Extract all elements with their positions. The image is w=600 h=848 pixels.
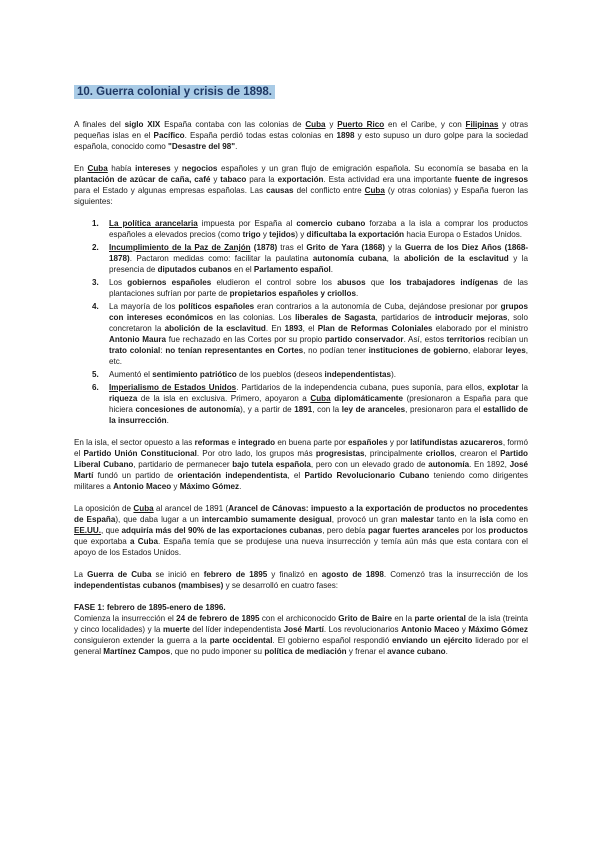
underlined-term: Cuba <box>310 394 331 403</box>
bold-text: causas <box>266 186 294 195</box>
text-run: en buena parte por <box>275 438 349 447</box>
bold-text: sentimiento patriótico <box>152 370 237 379</box>
text-run: y <box>171 482 180 491</box>
bold-text: Antonio Maceo <box>113 482 172 491</box>
bold-text: instituciones de gobierno <box>368 346 469 355</box>
cause-item <box>74 369 528 380</box>
text-run: . <box>330 265 334 274</box>
phase-1-heading: FASE 1: febrero de 1895-enero de 1896. <box>74 603 226 612</box>
bold-text: Máximo Gómez <box>179 482 240 491</box>
bold-text: Martínez Campos <box>103 647 171 656</box>
bold-text: diplomáticamente <box>334 394 404 403</box>
text-run: Comienza la insurrección el <box>74 614 177 623</box>
text-run: y otras pequeñas islas en el <box>74 120 529 140</box>
text-run: . Así, estos <box>403 335 447 344</box>
bold-text: gobiernos españoles <box>127 278 212 287</box>
bold-text: orientación independentista <box>177 471 288 480</box>
text-run: como en <box>492 515 528 524</box>
bold-text: estallido de la insurrección <box>109 405 529 425</box>
bold-text: productos <box>488 526 528 535</box>
bold-text: José Martí <box>74 460 529 480</box>
text-run: eran contrarios a la autonomía de Cuba, dejándose presionar por <box>254 302 501 311</box>
text-run: en el <box>231 265 254 274</box>
bold-text: siglo XIX <box>124 120 161 129</box>
text-run: por los <box>459 526 489 535</box>
paragraph <box>74 503 528 558</box>
text-run: del líder independentista <box>189 625 284 634</box>
causes-list <box>74 218 528 426</box>
bold-text: no tenían representantes en Cortes <box>165 346 304 355</box>
text-run: tras el <box>277 243 307 252</box>
text-run: para el Estado y algunas empresas españolas. Las <box>74 186 267 195</box>
bold-text: "Desastre del 98" <box>168 142 236 151</box>
text-run: recibían un <box>484 335 528 344</box>
text-run: que exportaba <box>74 537 130 546</box>
text-run: e <box>229 438 239 447</box>
text-run: y esto supuso un duro golpe para la sociedad española, conocido como <box>74 131 528 151</box>
paragraph <box>74 437 528 492</box>
bold-text: Plan de Reformas Coloniales <box>317 324 433 333</box>
underlined-term: Incumplimiento de la Paz de Zanjón <box>109 243 251 252</box>
underlined-term: Filipinas <box>465 120 499 129</box>
bold-text: (1878) <box>253 243 278 252</box>
cause-item <box>74 301 528 367</box>
cause-number: 1. <box>92 219 99 228</box>
text-run: A finales del <box>74 120 125 129</box>
text-run: fundó un partido de <box>93 471 178 480</box>
bold-text: comercio cubano <box>296 219 366 228</box>
text-run: y <box>210 175 221 184</box>
bold-text: introducir mejoras <box>435 313 508 322</box>
text-run: . <box>166 416 169 425</box>
text-run: : <box>160 346 166 355</box>
text-run: de los pueblos (deseos <box>236 370 325 379</box>
paragraph <box>74 163 528 207</box>
underlined-term: Cuba <box>133 504 154 513</box>
text-run: y <box>170 164 182 173</box>
cause-item <box>74 218 528 240</box>
bold-text: explotar <box>487 383 519 392</box>
cause-item <box>74 277 528 299</box>
bold-text: Máximo Gómez <box>468 625 528 634</box>
text-run: y por <box>387 438 411 447</box>
document-page <box>74 82 528 668</box>
text-run: elaborado por el ministro <box>432 324 529 333</box>
bold-text: pagar fuertes aranceles <box>368 526 460 535</box>
text-run: , formó el <box>74 438 529 458</box>
bold-text: muerte <box>162 625 190 634</box>
text-run: del conflicto entre <box>293 186 365 195</box>
cause-number: 5. <box>92 370 99 379</box>
bold-text: 1893 <box>284 324 303 333</box>
bold-text: liberales de Sagasta <box>295 313 376 322</box>
bold-text: a Cuba <box>129 537 158 546</box>
text-run: eludieron el control sobre los <box>211 278 338 287</box>
text-run: españoles y un gran flujo de emigración española. Su economía se basaba en la <box>217 164 528 173</box>
cause-item <box>74 382 528 426</box>
text-run: . España temía que se produjese una nueva insurrección y temía aún más que esta contara con el apoyo de los Estados Unidos. <box>74 537 528 557</box>
bold-text: criollos <box>425 449 455 458</box>
text-run: , crearon el <box>454 449 501 458</box>
paragraph <box>74 119 528 152</box>
text-run: al arancel de 1891 ( <box>153 504 229 513</box>
text-run: y <box>325 120 338 129</box>
intro-paragraphs <box>74 119 528 207</box>
bold-text: independentistas <box>324 370 392 379</box>
phase-1-section <box>74 602 528 657</box>
text-run: , pero debía <box>322 526 369 535</box>
bold-text: 1898 <box>336 131 355 140</box>
bold-text: Parlamento español <box>253 265 331 274</box>
bold-text: territorios <box>446 335 485 344</box>
text-run: fue rechazado en las Cortes por su propio <box>166 335 325 344</box>
bold-text: concesiones de autonomía <box>135 405 241 414</box>
bold-text: agosto de 1898 <box>321 570 384 579</box>
bold-text: Grito de Baire <box>338 614 393 623</box>
bold-text: plantación de azúcar de caña, café <box>74 175 211 184</box>
text-run: . Partidarios de la independencia cubana, pues suponía, para ellos, <box>236 383 488 392</box>
bold-text: avance cubano <box>387 647 446 656</box>
text-run: , partidarios de <box>375 313 436 322</box>
bold-text: políticos españoles <box>178 302 255 311</box>
text-run: , la <box>386 254 405 263</box>
text-run: La <box>74 570 88 579</box>
cause-number: 3. <box>92 278 99 287</box>
bold-text: integrado <box>238 438 276 447</box>
text-run: . Esta actividad era una importante <box>323 175 455 184</box>
bold-text: Grito de Yara <box>306 243 359 252</box>
text-run: , provocó un gran <box>331 515 401 524</box>
text-run: (presionaron a España para que hiciera <box>109 394 529 414</box>
text-run: En la isla, el sector opuesto a las <box>74 438 195 447</box>
bold-text: grupos con intereses económicos <box>109 302 528 322</box>
underlined-term: Puerto Rico <box>337 120 385 129</box>
cause-number: 2. <box>92 243 99 252</box>
text-run: en la <box>392 614 415 623</box>
body-paragraphs <box>74 437 528 591</box>
bold-text: exportación <box>277 175 324 184</box>
bold-text: Guerra de los Diez Años (1868-1878) <box>109 243 529 263</box>
bold-text: negocios <box>181 164 218 173</box>
bold-text: Partido Unión Constitucional <box>83 449 197 458</box>
text-run: teniendo como dirigentes militares a <box>74 471 529 491</box>
bold-text: Pacífico <box>153 131 185 140</box>
bold-text: autonomía <box>428 460 470 469</box>
underlined-term: Imperialismo de Estados Unidos <box>109 383 237 392</box>
bold-text: españoles <box>348 438 388 447</box>
text-run: había <box>107 164 136 173</box>
section-title: 10. Guerra colonial y crisis de 1898. <box>74 85 275 99</box>
bold-text: bajo tutela española <box>232 460 311 469</box>
text-run: , principalmente <box>364 449 426 458</box>
bold-text: parte occidental <box>209 636 273 645</box>
bold-text: tabaco <box>220 175 247 184</box>
text-run: . En 1892, <box>469 460 510 469</box>
text-run: . Los revolucionarios <box>323 625 402 634</box>
paragraph <box>74 569 528 591</box>
bold-text: política de mediación <box>264 647 347 656</box>
text-run: de la isla en exclusiva. Primero, apoyaron a <box>137 394 311 403</box>
text-run: , solo concretaron la <box>109 313 528 333</box>
text-run: . <box>239 482 242 491</box>
text-run: y se desarrolló en cuatro fases: <box>223 581 339 590</box>
bold-text: dificultaba la exportación <box>306 230 405 239</box>
text-run: se inició en <box>151 570 204 579</box>
text-run: , etc. <box>109 346 528 366</box>
text-run: en las colonias. Los <box>213 313 296 322</box>
bold-text: (1868) <box>361 243 385 252</box>
text-run: , el <box>287 471 305 480</box>
text-run: . El gobierno español respondió <box>272 636 393 645</box>
bold-text: propietarios españoles y criollos <box>229 289 356 298</box>
underlined-term: Cuba <box>305 120 326 129</box>
text-run: y finalizó en <box>267 570 322 579</box>
bold-text: los trabajadores indígenas <box>389 278 499 287</box>
bold-text: trato colonial <box>109 346 161 355</box>
bold-text: Arancel de Cánovas: impuesto a la exportación de productos no procedentes de España <box>74 504 528 524</box>
bold-text: Partido Liberal Cubano <box>74 449 528 469</box>
bold-text: Partido Revolucionario Cubano <box>304 471 430 480</box>
bold-text: Antonio Maura <box>109 335 167 344</box>
cause-number: 6. <box>92 383 99 392</box>
bold-text: partido conservador <box>324 335 404 344</box>
bold-text: José Martí <box>283 625 324 634</box>
bold-text: 1891 <box>294 405 313 414</box>
bold-text: intereses <box>135 164 171 173</box>
text-run: para la <box>246 175 278 184</box>
text-run: , partidario de permanecer <box>133 460 233 469</box>
text-run: España contaba con las colonias de <box>160 120 306 129</box>
bold-text: progresistas <box>315 449 365 458</box>
text-run: (y otras colonias) y España fueron las siguientes: <box>74 186 529 206</box>
text-run: La oposición de <box>74 504 134 513</box>
bold-text: isla <box>479 515 493 524</box>
underlined-term: Cuba <box>364 186 385 195</box>
text-run: , el <box>302 324 318 333</box>
bold-text: malestar <box>400 515 434 524</box>
text-run: ). <box>391 370 397 379</box>
text-run: . En <box>265 324 285 333</box>
bold-text: Antonio Maceo <box>401 625 460 634</box>
text-run: , que no pudo imponer su <box>170 647 265 656</box>
text-run: En <box>74 164 88 173</box>
cause-item <box>74 242 528 275</box>
text-run: , pero con un elevado grado de <box>310 460 429 469</box>
text-run: la <box>518 383 528 392</box>
text-run: . Pactaron medidas como: facilitar la paulatina <box>129 254 313 263</box>
text-run: , con la <box>312 405 342 414</box>
text-run: , no podían tener <box>303 346 369 355</box>
text-run: con el archiconocido <box>259 614 339 623</box>
bold-text: adquiría más del 90% de las exportaciones cubanas <box>121 526 323 535</box>
bold-text: tejidos <box>269 230 296 239</box>
bold-text: enviando un ejército <box>392 636 473 645</box>
text-run: . <box>356 289 359 298</box>
bold-text: reformas <box>194 438 230 447</box>
bold-text: trigo <box>242 230 261 239</box>
bold-text: fuente de ingresos <box>454 175 529 184</box>
text-run: ) y <box>295 230 307 239</box>
text-run: Los <box>109 278 128 287</box>
text-run: , presionaron para el <box>405 405 484 414</box>
bold-text: diputados cubanos <box>157 265 232 274</box>
text-run: consiguieron extender la guerra a la <box>74 636 210 645</box>
bold-text: 24 de febrero de 1895 <box>176 614 260 623</box>
text-run: en el Caribe, y con <box>384 120 466 129</box>
underlined-term: La política arancelaria <box>109 219 198 228</box>
bold-text: latifundistas azucareros <box>410 438 503 447</box>
bold-text: febrero de 1895 <box>203 570 268 579</box>
text-run: y la <box>384 243 405 252</box>
text-run: ), y a partir de <box>240 405 295 414</box>
text-run: liderado por el general <box>74 636 528 656</box>
bold-text: autonomía cubana <box>312 254 387 263</box>
text-run: . España perdió todas estas colonias en <box>184 131 337 140</box>
text-run: La mayoría de los <box>109 302 179 311</box>
bold-text: abolición de la esclavitud <box>404 254 509 263</box>
text-run: . Por otro lado, los grupos más <box>196 449 316 458</box>
phase-1-paragraph <box>74 613 528 657</box>
bold-text: independentistas cubanos (mambises) <box>74 581 224 590</box>
bold-text: parte oriental <box>414 614 466 623</box>
bold-text: abusos <box>337 278 366 287</box>
text-run: que <box>365 278 390 287</box>
bold-text: abolición de la esclavitud <box>164 324 266 333</box>
text-run: y <box>459 625 469 634</box>
text-run: tanto en la <box>433 515 480 524</box>
cause-number: 4. <box>92 302 99 311</box>
bold-text: ley de aranceles <box>341 405 406 414</box>
text-run: , elaborar <box>468 346 506 355</box>
bold-text: leyes <box>505 346 526 355</box>
text-run: y <box>260 230 270 239</box>
text-run: . <box>235 142 238 151</box>
bold-text: riqueza <box>109 394 138 403</box>
text-run: . <box>445 647 448 656</box>
text-run: impuesta por España al <box>197 219 297 228</box>
text-run: , que <box>101 526 122 535</box>
text-run: de las plantaciones sufrían por parte de <box>109 278 528 298</box>
text-run: de la isla (treinta y cinco localidades) y la <box>74 614 528 634</box>
text-run: y la presencia de <box>109 254 528 274</box>
text-run: y frenar el <box>346 647 388 656</box>
underlined-term: EE.UU. <box>74 526 101 535</box>
bold-text: intercambio sumamente desigual <box>201 515 332 524</box>
text-run: ), que daba lugar a un <box>115 515 202 524</box>
underlined-term: Cuba <box>87 164 108 173</box>
text-run: Aumentó el <box>109 370 153 379</box>
text-run: hacia Europa o Estados Unidos. <box>404 230 522 239</box>
text-run: forzaba a la isla a comprar los productos españoles a elevados precios (como <box>109 219 528 239</box>
text-run: . Comenzó tras la insurrección de los <box>383 570 528 579</box>
bold-text: Guerra de Cuba <box>87 570 152 579</box>
